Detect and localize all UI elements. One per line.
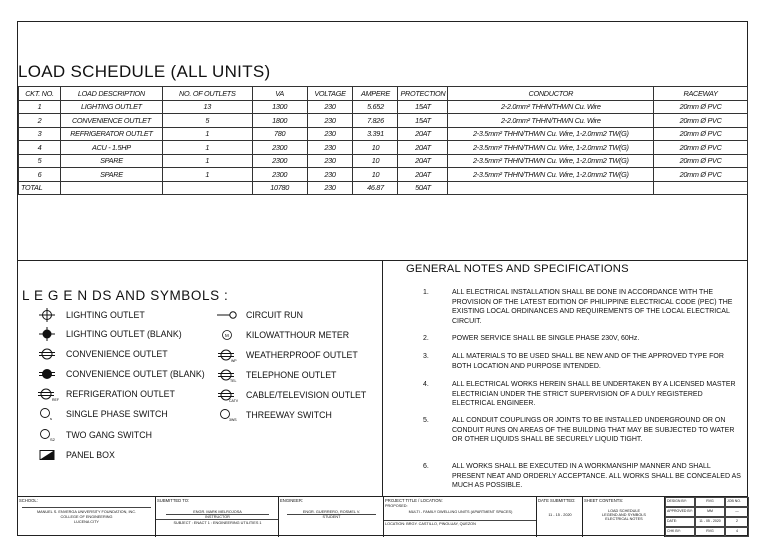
svg-text:3WS: 3WS: [229, 418, 237, 422]
sheet-contents-cell: SHEET CONTENTS: LOAD SCHEDULE LEGEND AND SYMBOLS ELECTRICAL NOTES: [582, 497, 664, 537]
legend-title: L E G E N DS AND SYMBOLS :: [22, 288, 229, 303]
legend-label: LIGHTING OUTLET: [66, 310, 145, 320]
table-cell: 5: [19, 154, 61, 168]
table-cell: 1800: [252, 114, 307, 128]
single-phase-switch-icon: [36, 407, 58, 421]
table-cell: 1: [162, 127, 252, 141]
legend-item-single-phase-switch: [36, 407, 168, 421]
table-cell: 15AT: [398, 114, 448, 128]
table-cell: 780: [252, 127, 307, 141]
table-cell: [448, 181, 654, 195]
legend-label: KILOWATTHOUR METER: [246, 330, 350, 340]
lighting-outlet-icon: [36, 308, 58, 322]
table-cell: 20mm Ø PVC: [654, 114, 748, 128]
table-cell: 5: [162, 114, 252, 128]
table-row: [19, 141, 748, 155]
cable-tv-outlet-icon: [216, 388, 238, 402]
table-cell: 1: [162, 168, 252, 182]
legend-item-circuit-run: [216, 308, 303, 322]
table-cell: 230: [307, 127, 353, 141]
project-cell: PROJECT TITLE / LOCATION: PROPOSED: MULTI - FAMILY DWELLING UNITS (APARTMENT SPACES) LOCATION: BRGY. CASTILLO, PINOLUAY, QUEZON: [383, 497, 536, 537]
table-cell: 20mm Ø PVC: [654, 141, 748, 155]
table-cell: 20AT: [398, 168, 448, 182]
table-cell: [60, 181, 162, 195]
kilowatthour-meter-icon: [216, 328, 238, 342]
column-header: VOLTAGE: [307, 87, 353, 101]
legend-item-panel-box: [36, 448, 115, 462]
table-cell: 1300: [252, 100, 307, 114]
table-cell: 5.652: [353, 100, 398, 114]
svg-text:s: s: [50, 416, 52, 421]
table-cell: 10: [353, 154, 398, 168]
notes-title: GENERAL NOTES AND SPECIFICATIONS: [406, 263, 629, 275]
table-row: [19, 127, 748, 141]
convenience-outlet-icon: [36, 347, 58, 361]
table-cell: ACU - 1.5HP: [60, 141, 162, 155]
table-cell: 20AT: [398, 127, 448, 141]
table-row: [19, 168, 748, 182]
panel-box-icon: [36, 448, 58, 462]
title-block: [18, 496, 748, 536]
two-gang-switch-icon: [36, 428, 58, 442]
table-cell: 230: [307, 141, 353, 155]
engineer-cell: ENGINEER: ENGR. GUERRERO, ROSMEL V. STUDENT: [278, 497, 383, 537]
legend-item-convenience-outlet: [36, 347, 168, 361]
table-cell: 10: [353, 168, 398, 182]
lighting-outlet-blank-icon: [36, 327, 58, 341]
table-cell: 20AT: [398, 154, 448, 168]
note-item: 3. ALL MATERIALS TO BE USED SHALL BE NEW AND OF THE APPROVED TYPE FOR BOTH LOCATION AND PURPOSE INTENDED.: [423, 353, 724, 370]
table-cell: 4: [19, 141, 61, 155]
table-cell: 1: [162, 141, 252, 155]
drawing-sheet: [17, 21, 748, 536]
table-cell: 10: [353, 141, 398, 155]
date-cell: DATE SUBMITTED: 11 - 15 - 2020: [536, 497, 582, 537]
legend-item-lighting-outlet-blank: [36, 327, 182, 341]
column-header: CONDUCTOR: [448, 87, 654, 101]
column-header: NO. OF OUTLETS: [162, 87, 252, 101]
note-item: 2. POWER SERVICE SHALL BE SINGLE PHASE 230V, 60Hz.: [423, 335, 640, 342]
legend-label: CONVENIENCE OUTLET: [66, 349, 168, 359]
legend-item-two-gang-switch: [36, 428, 152, 442]
table-cell: SPARE: [60, 168, 162, 182]
legend-label: TELEPHONE OUTLET: [246, 370, 337, 380]
table-cell: 7.826: [353, 114, 398, 128]
table-cell: 1: [19, 100, 61, 114]
table-cell: 230: [307, 100, 353, 114]
legend-label: CABLE/TELEVISION OUTLET: [246, 390, 367, 400]
note-item: 1. ALL ELECTRICAL INSTALLATION SHALL BE DONE IN ACCORDANCE WITH THE PROVISION OF THE LATEST EDITION OF PHILIPPINE ELECTRICAL CODE (PEC) THE EXISTING LOCAL ORDINANCES AND REQUIREMENTS OF THE LOCAL ELECTRICAL CIRCUIT.: [423, 289, 733, 325]
section-divider-vertical: [382, 260, 383, 496]
table-cell: 2300: [252, 141, 307, 155]
page-title: LOAD SCHEDULE (ALL UNITS): [18, 62, 271, 81]
legend-item-lighting-outlet: [36, 308, 145, 322]
legend-label: SINGLE PHASE SWITCH: [66, 409, 168, 419]
legend-label: REFRIGERATION OUTLET: [66, 389, 175, 399]
svg-text:CATV: CATV: [229, 399, 239, 403]
refrigeration-outlet-icon: [36, 387, 58, 401]
table-cell: 2-2.0mm² THHN/THWN Cu. Wire: [448, 100, 654, 114]
table-cell: 2-3.5mm² THHN/THWN Cu. Wire, 1-2.0mm2 TW(G): [448, 168, 654, 182]
table-cell: [162, 181, 252, 195]
table-cell: 2300: [252, 154, 307, 168]
table-cell: 230: [307, 154, 353, 168]
column-header: LOAD DESCRIPTION: [60, 87, 162, 101]
table-cell: 230: [307, 168, 353, 182]
table-cell: 20mm Ø PVC: [654, 168, 748, 182]
table-cell: 3.391: [353, 127, 398, 141]
table-cell: 1: [162, 154, 252, 168]
table-cell: CONVENIENCE OUTLET: [60, 114, 162, 128]
approval-grid-cell: DESIGN BY: RVG JOB NO. APPROVED BY: MM — DATE: 11 - 05 - 2020 2 CHK BY: RVG 4: [664, 497, 748, 537]
legend-label: THREEWAY SWITCH: [246, 410, 332, 420]
table-cell: SPARE: [60, 154, 162, 168]
legend-label: LIGHTING OUTLET (BLANK): [66, 329, 182, 339]
column-header: RACEWAY: [654, 87, 748, 101]
table-row: [19, 114, 748, 128]
svg-text:M: M: [225, 333, 229, 338]
column-header: AMPERE: [353, 87, 398, 101]
legend-item-telephone-outlet: [216, 368, 336, 382]
note-item: 6. ALL WORKS SHALL BE EXECUTED IN A WORKMANSHIP MANNER AND SHALL PRESENT NEAT AND ORDERLY ACCEPTANCE. ALL WORKS SHALL BE CONCEALED AS MUCH AS POSSIBLE.: [423, 463, 741, 489]
svg-text:REF: REF: [52, 398, 59, 402]
section-divider: [18, 260, 748, 261]
column-header: PROTECTION: [398, 87, 448, 101]
legend-label: CONVENIENCE OUTLET (BLANK): [66, 369, 205, 379]
table-cell: 6: [19, 168, 61, 182]
telephone-outlet-icon: [216, 368, 238, 382]
table-cell: 2: [19, 114, 61, 128]
submitted-to-cell: SUBMITTED TO: ENGR. MARK MELROJOSA INSTRUCTOR SUBJECT : ENACT 1 : ENGINEERING UTILITIES 1: [155, 497, 278, 537]
table-row: [19, 154, 748, 168]
table-cell: 2300: [252, 168, 307, 182]
legend-item-threeway-switch: [216, 408, 332, 422]
legend-item-weatherproof-outlet: [216, 348, 358, 362]
note-item: 5. ALL CONDUIT COUPLINGS OR JOINTS TO BE INSTALLED UNDERGROUND OR ON CONDUIT RUNS ON AREAS OF THE BUILDING THAT MAY BE SUBJECTED TO WATER OR OTHER LIQUIDS SHALL BE SECURELY LIQUID TIGHT.: [423, 417, 735, 443]
column-header: VA: [252, 87, 307, 101]
table-cell: 3: [19, 127, 61, 141]
legend-item-cable-tv-outlet: [216, 388, 366, 402]
table-cell: 15AT: [398, 100, 448, 114]
weatherproof-outlet-icon: [216, 348, 238, 362]
table-cell: 2-3.5mm² THHN/THWN Cu. Wire, 1-2.0mm2 TW(G): [448, 154, 654, 168]
table-cell: LIGHTING OUTLET: [60, 100, 162, 114]
table-cell: [654, 181, 748, 195]
table-header-row: [19, 87, 748, 101]
table-cell: REFRIGERATOR OUTLET: [60, 127, 162, 141]
note-item: 4. ALL ELECTRICAL WORKS HEREIN SHALL BE UNDERTAKEN BY A LICENSED MASTER ELECTRICIAN UNDER THE STRICT SUPERVISION OF A DULY REGISTERED ELECTRICAL ENGINEER.: [423, 381, 736, 407]
table-cell: 10780: [252, 181, 307, 195]
table-cell: 20mm Ø PVC: [654, 100, 748, 114]
table-cell: 230: [307, 114, 353, 128]
table-cell: 46.87: [353, 181, 398, 195]
table-cell: 230: [307, 181, 353, 195]
legend-item-kilowatthour-meter: [216, 328, 349, 342]
svg-text:WP: WP: [231, 359, 237, 363]
svg-text:TEL: TEL: [230, 379, 237, 383]
legend-label: PANEL BOX: [66, 450, 115, 460]
table-cell: 13: [162, 100, 252, 114]
svg-text:S2: S2: [50, 437, 55, 442]
table-cell: 2-3.5mm² THHN/THWN Cu. Wire, 1-2.0mm2 TW(G): [448, 141, 654, 155]
table-row: [19, 100, 748, 114]
legend-label: WEATHERPROOF OUTLET: [246, 350, 358, 360]
table-cell: 20mm Ø PVC: [654, 127, 748, 141]
legend-label: TWO GANG SWITCH: [66, 430, 153, 440]
circuit-run-icon: [216, 308, 238, 322]
legend-item-convenience-outlet-blank: [36, 367, 205, 381]
column-header: CKT. NO.: [19, 87, 61, 101]
table-cell: 50AT: [398, 181, 448, 195]
school-cell: SCHOOL: MANUEL S. ENVERGA UNIVERSITY FOUNDATION, INC. COLLEGE OF ENGINEERING LUCENA CITY: [18, 497, 155, 537]
table-cell: 2-2.0mm² THHN/THWN Cu. Wire: [448, 114, 654, 128]
table-cell: 2-3.5mm² THHN/THWN Cu. Wire, 1-2.0mm2 TW(G): [448, 127, 654, 141]
table-cell: 20AT: [398, 141, 448, 155]
table-cell: TOTAL: [19, 181, 61, 195]
load-schedule-table: [18, 86, 748, 195]
total-row: [19, 181, 748, 195]
legend-label: CIRCUIT RUN: [246, 310, 304, 320]
legend-item-refrigeration-outlet: [36, 387, 175, 401]
table-cell: 20mm Ø PVC: [654, 154, 748, 168]
threeway-switch-icon: [216, 408, 238, 422]
convenience-outlet-blank-icon: [36, 367, 58, 381]
